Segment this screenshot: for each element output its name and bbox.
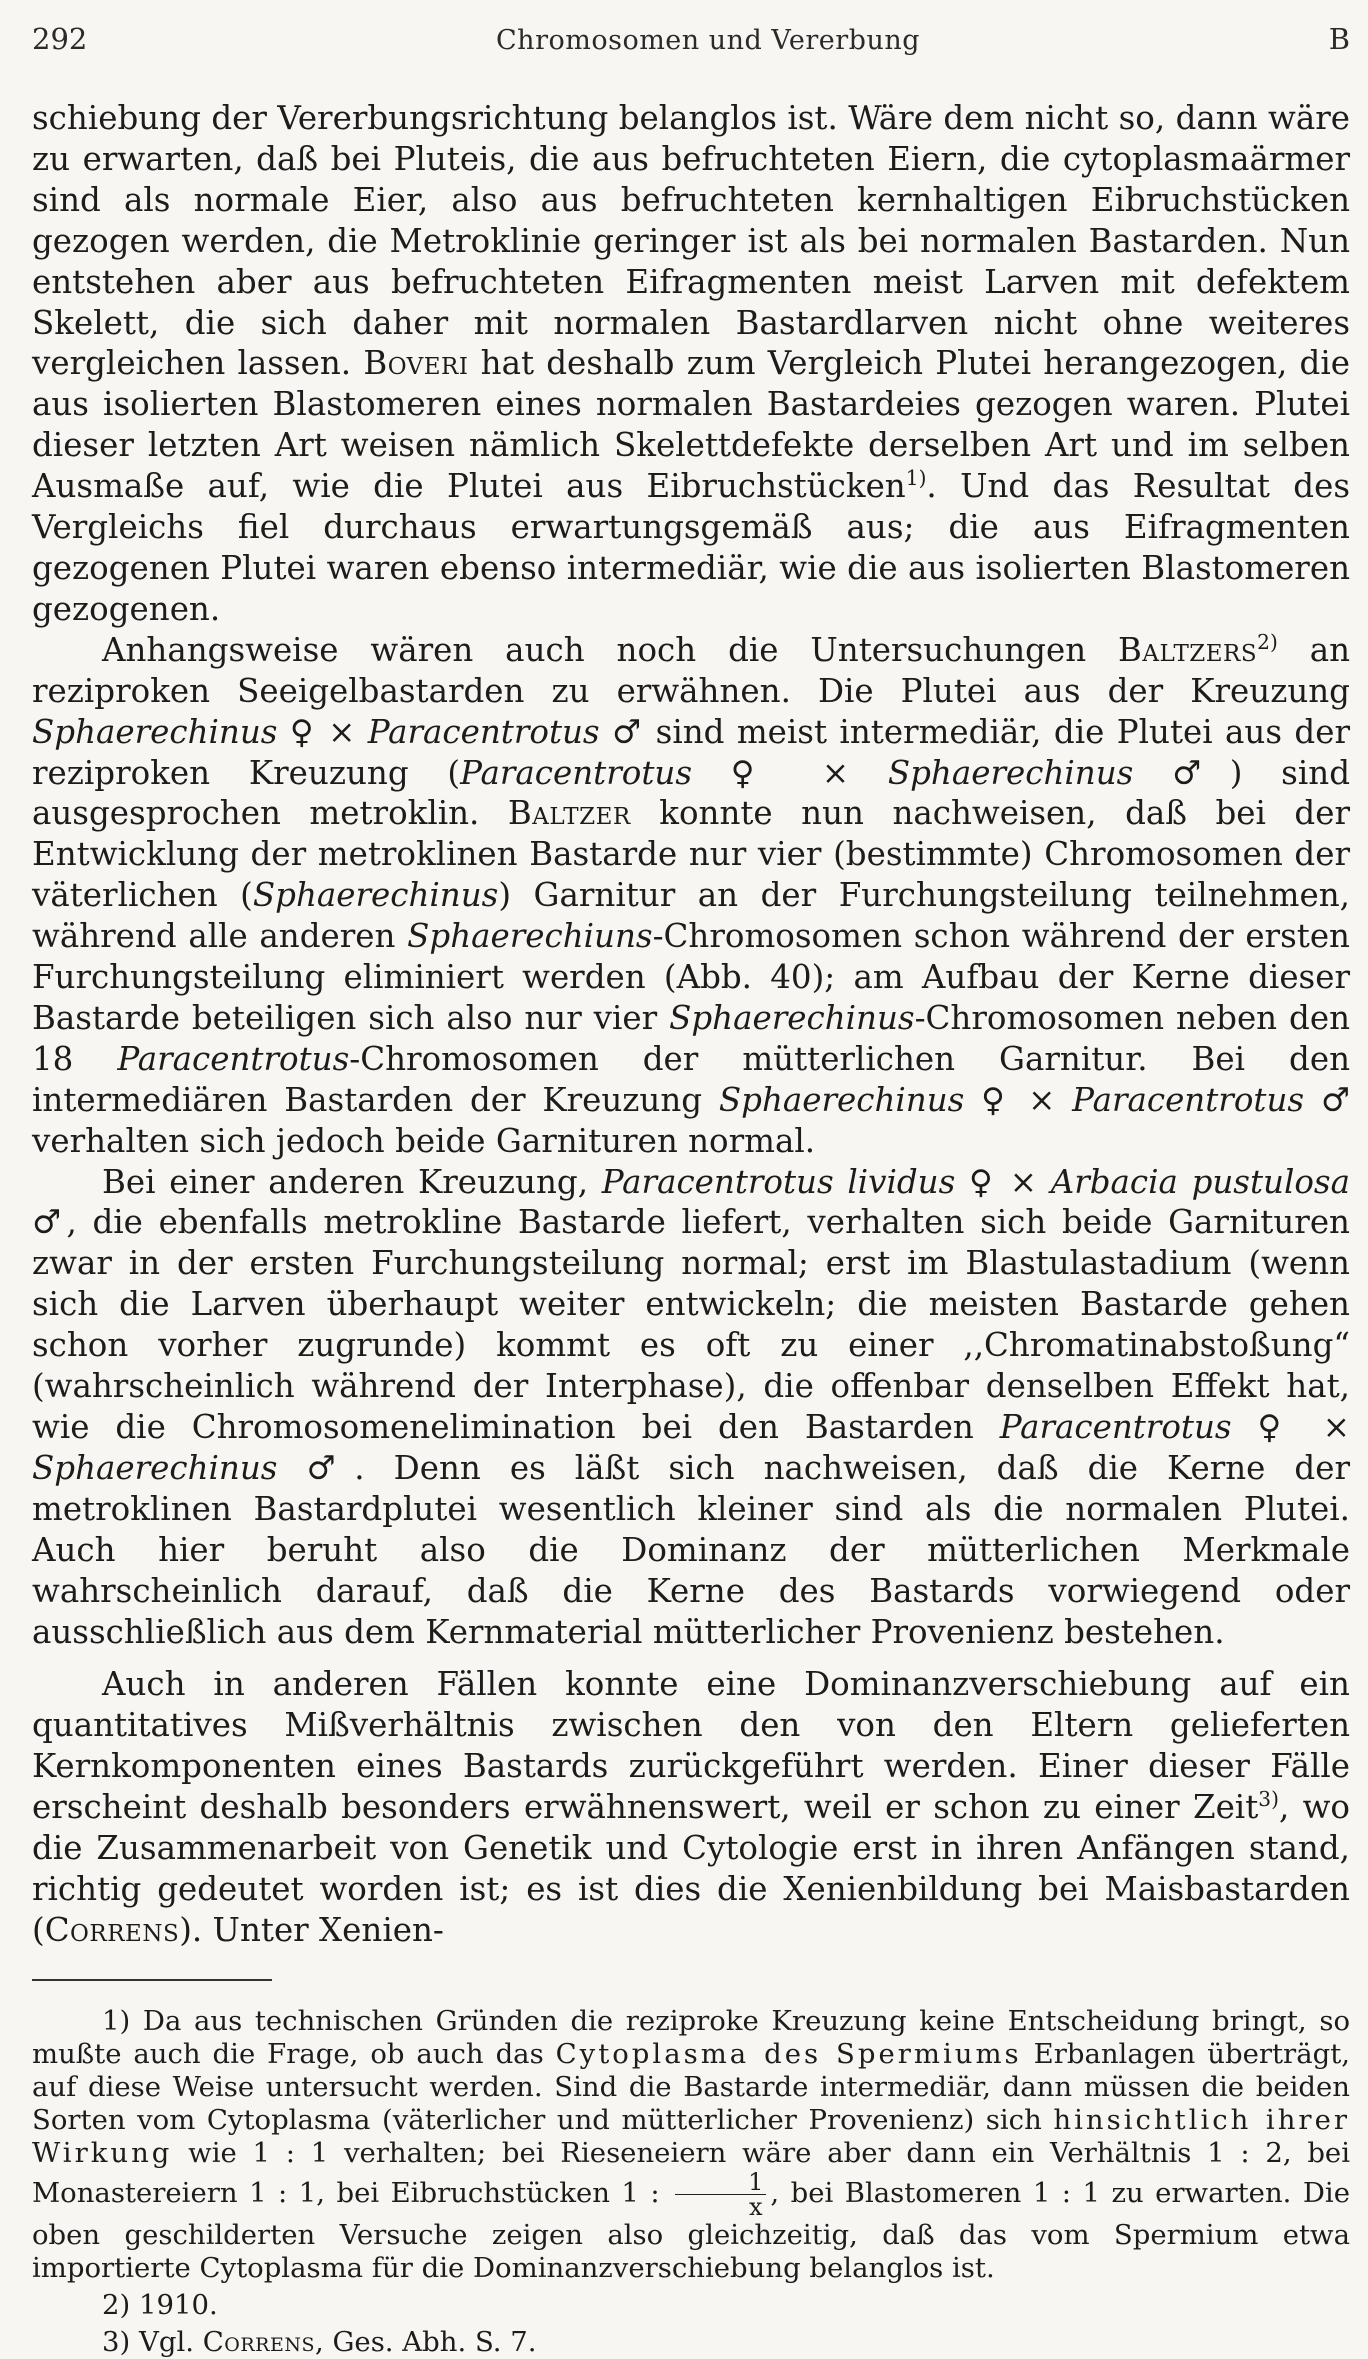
section-letter: B <box>1328 22 1350 56</box>
running-header <box>32 22 1350 56</box>
text-run: ♂. Denn es läßt sich nachweisen, daß die Kerne der metroklinen Bastardplutei wesentlich kleiner sind als die normalen Plutei. Auch hier beruht also die Dominanz der mütterlichen Merkmale wahrscheinlich darauf, daß die Kerne des Bastards vorwiegend oder ausschließlich aus dem Kernmaterial mütterlicher Provenienz bestehen. <box>32 1448 1350 1651</box>
footnote-1 <box>32 2005 1350 2285</box>
species-name: Paracentrotus <box>460 753 693 792</box>
text-run: , Ges. Abh. S. 7. <box>314 2325 537 2358</box>
text-run: 1910. <box>130 2288 218 2321</box>
footnote-2 <box>32 2289 1350 2322</box>
text-run: Anhangsweise wären auch noch die Untersuchungen <box>102 630 1119 669</box>
species-name: Sphaerechinus <box>887 753 1134 792</box>
paragraph-2 <box>32 630 1350 1162</box>
species-name: Sphaerechinus <box>252 876 499 915</box>
text-run: ♀ × <box>692 753 888 792</box>
footnote-mark: 2) <box>102 2288 131 2321</box>
species-name: Arbacia pustulosa <box>1050 1162 1350 1201</box>
body-text <box>32 98 1350 1951</box>
author-name-baltzers: Baltzers <box>1118 630 1258 669</box>
fraction <box>675 2167 766 2221</box>
species-name: Paracentrotus <box>367 712 600 751</box>
text-run: ♀ × <box>955 1162 1051 1201</box>
text-run: -Chromosomen schon während der ersten Furchungsteilung eliminiert werden (Abb. 40); am Aufbau der Kerne dieser Bastarde beteiligen sich also nur vier <box>32 917 1350 1037</box>
spaced-emphasis: Cytoplasma des Spermiums <box>555 2037 1022 2070</box>
text-run: Auch in anderen Fällen konnte eine Dominanzverschiebung auf ein quantitatives Mißverhältnis zwischen den von den Eltern gelieferten Kernkomponenten eines Bastards zurückgeführt werden. Einer dieser Fälle erscheint deshalb besonders erwähnenswert, weil er schon zu einer Zeit <box>32 1665 1350 1827</box>
paragraph-4 <box>32 1664 1350 1950</box>
species-name: Sphaerechinus <box>718 1080 965 1119</box>
text-run: Vgl. <box>130 2325 203 2358</box>
author-name-correns: Correns <box>202 2325 315 2358</box>
author-name-correns: Correns <box>44 1910 180 1949</box>
text-run: konnte nun nachweisen, daß bei der Entwicklung der metroklinen Bastarde nur vier (bestimmte) Chromosomen der väterlichen ( <box>32 794 1351 915</box>
footnote-ref-1[interactable]: 1) <box>905 466 927 491</box>
paragraph-3 <box>32 1162 1350 1653</box>
text-run: Bei einer anderen Kreuzung, <box>102 1162 602 1201</box>
author-name-baltzer: Baltzer <box>507 794 631 833</box>
species-name: Sphaerechiuns <box>407 917 653 956</box>
text-run: Da aus technischen Gründen die reziproke Kreuzung keine Entscheidung bringt, so mußte auch die Frage, ob auch das <box>32 2004 1350 2070</box>
species-name: Sphaerechinus <box>32 712 278 751</box>
footnote-ref-2[interactable]: 2) <box>1257 629 1278 654</box>
running-title: Chromosomen und Vererbung <box>496 25 921 56</box>
text-run: ♀ × <box>1231 1408 1351 1446</box>
footnotes <box>32 2005 1350 2359</box>
species-name: Paracentrotus lividus <box>601 1162 956 1201</box>
text-run: . Und das Resultat des Vergleichs fiel durchaus erwartungsgemäß aus; die aus Eifragmenten gezogenen Plutei waren ebenso intermediär, wie die aus isolierten Blastomeren gezogenen. <box>32 467 1351 628</box>
text-run: ♂ sind meist intermediär, die Plutei aus der reziproken Kreuzung ( <box>32 712 1350 792</box>
text-run: ♂ verhalten sich jedoch beide Garnituren normal. <box>32 1080 1351 1160</box>
text-run: ). Unter Xenien- <box>179 1910 444 1949</box>
text-run: -Chromosomen der mütterlichen Garnitur. Bei den intermediären Bastarden der Kreuzung <box>32 1039 1351 1119</box>
footnote-mark: 1) <box>102 2004 131 2037</box>
species-name: Paracentrotus <box>999 1408 1232 1446</box>
text-run: Erbanlagen überträgt, auf diese Weise untersucht werden. Sind die Bastarde intermediär, dann müssen die beiden Sorten vom Cytoplasma (väterlicher und mütterlicher Provenienz) sich <box>32 2037 1350 2136</box>
text-run: ) Garnitur an der Furchungsteilung teilnehmen, während alle anderen <box>32 876 1350 956</box>
text-run: ♂) sind ausgesprochen metroklin. <box>32 753 1350 833</box>
species-name: Sphaerechinus <box>32 1448 278 1487</box>
page-number: 292 <box>32 22 88 56</box>
footnote-mark: 3) <box>102 2325 131 2358</box>
text-run: ♀ × <box>964 1080 1073 1119</box>
fraction-numerator: 1 <box>675 2170 766 2195</box>
author-name-boveri: Boveri <box>363 344 469 383</box>
species-name: Paracentrotus <box>117 1039 350 1078</box>
text-run: wie 1 : 1 verhalten; bei Rieseneiern wäre aber dann ein Verhältnis 1 : 2, bei Monastereiern 1 : 1, bei Eibruchstücken 1 : <box>32 2136 1350 2209</box>
spaced-emphasis: hinsichtlich ihrer Wirkung <box>32 2103 1350 2169</box>
footnote-3 <box>32 2326 1350 2359</box>
text-run: , wo die Zusammenarbeit von Genetik und Cytologie erst in ihren Anfängen stand, richtig gedeutet worden ist; es ist dies die Xenienbildung bei Maisbastarden ( <box>32 1788 1351 1949</box>
text-run: -Chromosomen neben den 18 <box>32 998 1351 1078</box>
footnote-divider <box>32 1979 272 1981</box>
text-run: an reziproken Seeigelbastarden zu erwähnen. Die Plutei aus der Kreuzung <box>32 630 1351 710</box>
text-run: schiebung der Vererbungsrichtung belanglos ist. Wäre dem nicht so, dann wäre zu erwarten, daß bei Pluteis, die aus befruchteten Eiern, die cytoplasmaärmer sind als normale Eier, also aus befruchteten kernhaltigen Eibruchstücken gezogen werden, die Metroklinie geringer ist als bei normalen Bastarden. Nun entstehen aber aus befruchteten Eifragmenten meist Larven mit defektem Skelett, die sich daher mit normalen Bastardlarven nicht ohne weiteres vergleichen lassen. <box>32 99 1350 383</box>
paragraph-1 <box>32 98 1350 630</box>
species-name: Paracentrotus <box>1072 1080 1305 1119</box>
text-run: hat deshalb zum Vergleich Plutei herangezogen, die aus isolierten Blastomeren eines normalen Bastardeies gezogen waren. Plutei dieser letzten Art weisen nämlich Skelettdefekte derselben Art und im selben Ausmaße auf, wie die Plutei aus Eibruchstücken <box>32 344 1350 506</box>
fraction-denominator: x <box>748 2192 763 2221</box>
footnote-ref-3[interactable]: 3) <box>1258 1787 1279 1812</box>
species-name: Sphaerechinus <box>669 998 915 1037</box>
text-run: , bei Blastomeren 1 : 1 zu erwarten. Die oben geschilderten Versuche zeigen also gleichzeitig, daß das vom Spermium etwa importierte Cytoplasma für die Dominanzverschiebung belanglos ist. <box>32 2176 1350 2284</box>
text-run: ♀ × <box>277 712 368 751</box>
text-run: ♂, die ebenfalls metrokline Bastarde liefert, verhalten sich beide Garnituren zwar in der ersten Furchungsteilung normal; erst im Blastulastadium (wenn sich die Larven überhaupt weiter entwickeln; die meisten Bastarde gehen schon vorher zugrunde) kommt es oft zu einer ,,Chromatinabstoßung“ (wahrscheinlich während der Interphase), die offenbar denselben Effekt hat, wie die Chromosomenelimination bei den Bastarden <box>32 1203 1350 1446</box>
